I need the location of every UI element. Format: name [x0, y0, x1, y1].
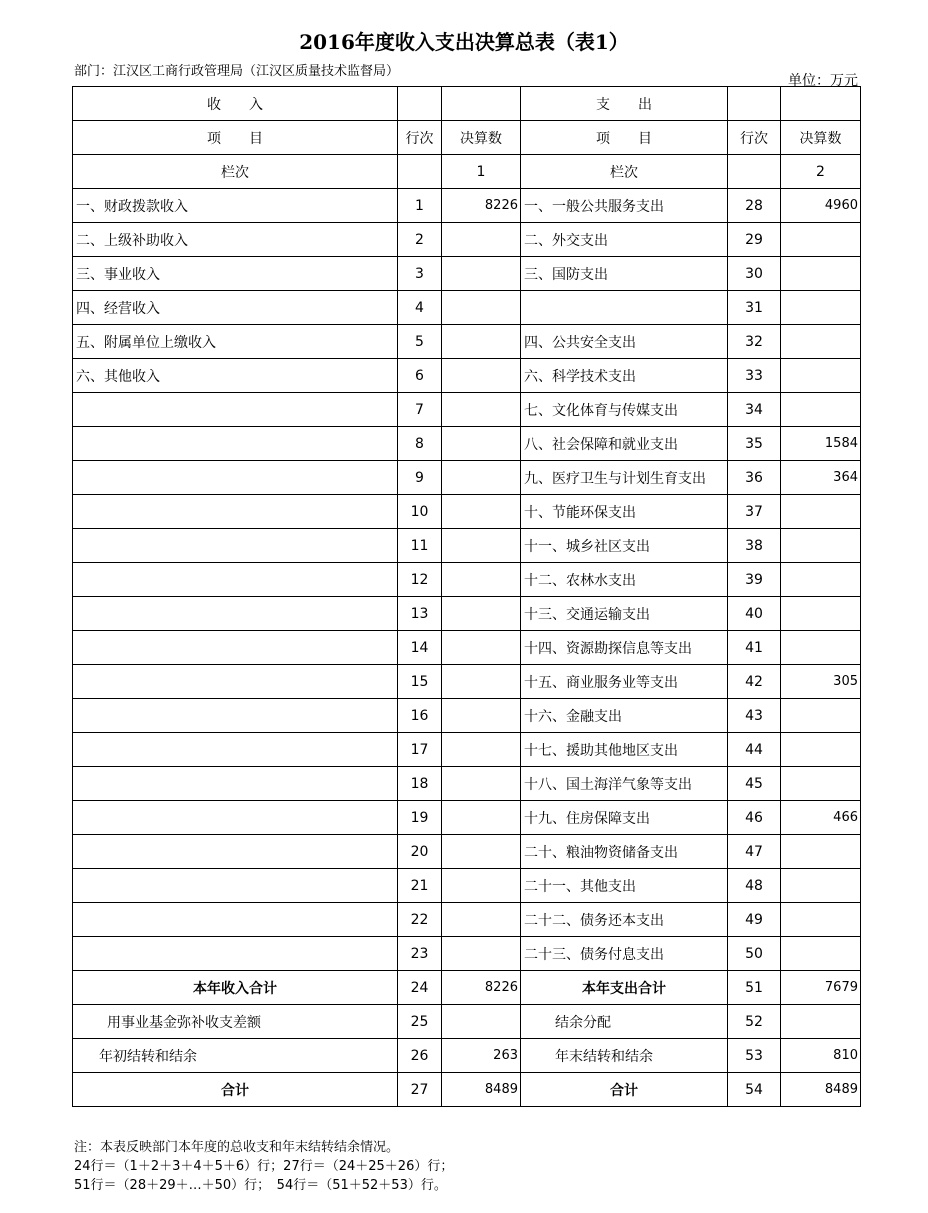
carry-out-amount: 810 — [781, 1039, 861, 1073]
expense-item-cell: 十二、农林水支出 — [521, 563, 728, 597]
income-amount-cell — [442, 461, 521, 495]
expense-line-cell: 49 — [728, 903, 781, 937]
expense-line-cell: 48 — [728, 869, 781, 903]
income-line-cell: 21 — [398, 869, 442, 903]
expense-line-header: 行次 — [728, 121, 781, 155]
expense-amount-cell — [781, 393, 861, 427]
income-amount-cell — [442, 495, 521, 529]
table-row — [73, 223, 861, 257]
expense-line-cell: 41 — [728, 631, 781, 665]
table-row — [73, 597, 861, 631]
income-line-cell: 11 — [398, 529, 442, 563]
grand-expense-label: 合计 — [521, 1073, 728, 1107]
header-empty-cell — [398, 87, 442, 121]
expense-line-cell: 32 — [728, 325, 781, 359]
income-column-label: 栏次 — [73, 155, 398, 189]
expense-item-cell: 十六、金融支出 — [521, 699, 728, 733]
expense-line-cell: 33 — [728, 359, 781, 393]
expense-item-cell: 四、公共安全支出 — [521, 325, 728, 359]
expense-item-cell: 一、一般公共服务支出 — [521, 189, 728, 223]
income-amount-cell — [442, 393, 521, 427]
expense-amount-cell — [781, 699, 861, 733]
table-row — [73, 461, 861, 495]
grand-expense-amount: 8489 — [781, 1073, 861, 1107]
income-line-cell: 12 — [398, 563, 442, 597]
footnote-line: 24行＝（1＋2＋3＋4＋5＋6）行；27行＝（24＋25＋26）行； — [74, 1159, 454, 1174]
fund-amount — [442, 1005, 521, 1039]
table-row — [73, 529, 861, 563]
income-item-cell — [73, 733, 398, 767]
footnote-line: 注：本表反映部门本年度的总收支和年末结转结余情况。 — [74, 1140, 400, 1155]
distribution-amount — [781, 1005, 861, 1039]
carry-in-line: 26 — [398, 1039, 442, 1073]
budget-table — [72, 86, 861, 1107]
table-row — [73, 903, 861, 937]
distribution-label: 结余分配 — [521, 1005, 728, 1039]
income-item-cell — [73, 495, 398, 529]
income-amount-cell — [442, 869, 521, 903]
income-total-line: 24 — [398, 971, 442, 1005]
income-line-cell: 5 — [398, 325, 442, 359]
table-row — [73, 427, 861, 461]
income-item-cell: 三、事业收入 — [73, 257, 398, 291]
income-amount-cell — [442, 733, 521, 767]
income-line-cell: 16 — [398, 699, 442, 733]
fund-label: 用事业基金弥补收支差额 — [73, 1005, 398, 1039]
income-amount-cell — [442, 325, 521, 359]
expense-amount-cell — [781, 529, 861, 563]
page-title: 2016年度收入支出决算总表（表1） — [299, 30, 629, 54]
income-header: 收 入 — [73, 87, 398, 121]
expense-line-cell: 37 — [728, 495, 781, 529]
income-line-cell: 3 — [398, 257, 442, 291]
income-line-cell: 4 — [398, 291, 442, 325]
carry-in-amount: 263 — [442, 1039, 521, 1073]
table-row — [73, 291, 861, 325]
expense-item-cell: 七、文化体育与传媒支出 — [521, 393, 728, 427]
income-amount-cell: 8226 — [442, 189, 521, 223]
header-row-index — [73, 155, 861, 189]
expense-line-cell: 34 — [728, 393, 781, 427]
income-amount-cell — [442, 903, 521, 937]
expense-line-cell: 45 — [728, 767, 781, 801]
table-row — [73, 257, 861, 291]
income-line-header: 行次 — [398, 121, 442, 155]
income-amount-cell — [442, 529, 521, 563]
expense-line-cell: 47 — [728, 835, 781, 869]
table-row — [73, 869, 861, 903]
expense-line-cell: 35 — [728, 427, 781, 461]
expense-total-label: 本年支出合计 — [521, 971, 728, 1005]
income-item-cell: 一、财政拨款收入 — [73, 189, 398, 223]
header-empty-cell — [728, 87, 781, 121]
income-item-cell — [73, 427, 398, 461]
income-amount-cell — [442, 427, 521, 461]
header-empty-cell — [781, 87, 861, 121]
expense-total-amount: 7679 — [781, 971, 861, 1005]
income-item-header: 项 目 — [73, 121, 398, 155]
expense-item-cell: 十三、交通运输支出 — [521, 597, 728, 631]
expense-amount-cell — [781, 291, 861, 325]
income-amount-cell — [442, 223, 521, 257]
income-amount-cell — [442, 359, 521, 393]
fund-row — [73, 1005, 861, 1039]
footnotes — [74, 1138, 453, 1195]
income-amount-cell — [442, 937, 521, 971]
income-amount-cell — [442, 801, 521, 835]
table-row — [73, 801, 861, 835]
table-row — [73, 495, 861, 529]
fund-line: 25 — [398, 1005, 442, 1039]
expense-header: 支 出 — [521, 87, 728, 121]
income-amount-header: 决算数 — [442, 121, 521, 155]
grand-income-label: 合计 — [73, 1073, 398, 1107]
expense-amount-cell — [781, 631, 861, 665]
expense-line-cell: 29 — [728, 223, 781, 257]
expense-item-cell: 十五、商业服务业等支出 — [521, 665, 728, 699]
expense-line-cell: 42 — [728, 665, 781, 699]
header-empty-cell — [728, 155, 781, 189]
expense-item-cell: 二十、粮油物资储备支出 — [521, 835, 728, 869]
income-line-cell: 17 — [398, 733, 442, 767]
expense-amount-cell — [781, 835, 861, 869]
expense-item-cell — [521, 291, 728, 325]
expense-line-cell: 50 — [728, 937, 781, 971]
expense-line-cell: 44 — [728, 733, 781, 767]
expense-amount-cell: 305 — [781, 665, 861, 699]
expense-amount-cell — [781, 937, 861, 971]
expense-amount-cell — [781, 257, 861, 291]
expense-amount-cell — [781, 563, 861, 597]
expense-line-cell: 28 — [728, 189, 781, 223]
expense-amount-cell — [781, 223, 861, 257]
department-label: 部门：江汉区工商行政管理局（江汉区质量技术监督局） — [74, 64, 400, 79]
income-amount-cell — [442, 835, 521, 869]
expense-amount-header: 决算数 — [781, 121, 861, 155]
income-amount-cell — [442, 665, 521, 699]
summary-body — [73, 971, 861, 1107]
income-line-cell: 8 — [398, 427, 442, 461]
table-body — [73, 87, 861, 971]
expense-item-cell: 二十一、其他支出 — [521, 869, 728, 903]
income-item-cell — [73, 529, 398, 563]
expense-line-cell: 31 — [728, 291, 781, 325]
grand-expense-line: 54 — [728, 1073, 781, 1107]
income-item-cell — [73, 461, 398, 495]
expense-line-cell: 46 — [728, 801, 781, 835]
income-item-cell: 五、附属单位上缴收入 — [73, 325, 398, 359]
expense-amount-cell: 1584 — [781, 427, 861, 461]
expense-amount-cell: 364 — [781, 461, 861, 495]
expense-item-cell: 十四、资源勘探信息等支出 — [521, 631, 728, 665]
expense-item-cell: 二十二、债务还本支出 — [521, 903, 728, 937]
total-row — [73, 971, 861, 1005]
expense-column-number: 2 — [781, 155, 861, 189]
expense-item-cell: 十九、住房保障支出 — [521, 801, 728, 835]
footnote-line: 51行＝（28＋29＋…＋50）行； 54行＝（51＋52＋53）行。 — [74, 1178, 447, 1193]
expense-total-line: 51 — [728, 971, 781, 1005]
income-amount-cell — [442, 257, 521, 291]
expense-item-header: 项 目 — [521, 121, 728, 155]
income-line-cell: 10 — [398, 495, 442, 529]
expense-amount-cell — [781, 869, 861, 903]
table-row — [73, 665, 861, 699]
expense-item-cell: 八、社会保障和就业支出 — [521, 427, 728, 461]
income-total-label: 本年收入合计 — [73, 971, 398, 1005]
table-row — [73, 937, 861, 971]
income-item-cell: 六、其他收入 — [73, 359, 398, 393]
expense-amount-cell — [781, 903, 861, 937]
income-item-cell — [73, 699, 398, 733]
expense-amount-cell — [781, 597, 861, 631]
expense-amount-cell: 466 — [781, 801, 861, 835]
income-item-cell: 二、上级补助收入 — [73, 223, 398, 257]
table-row — [73, 325, 861, 359]
grand-income-amount: 8489 — [442, 1073, 521, 1107]
table-row — [73, 699, 861, 733]
expense-item-cell: 十、节能环保支出 — [521, 495, 728, 529]
table-row — [73, 767, 861, 801]
income-line-cell: 14 — [398, 631, 442, 665]
income-item-cell — [73, 597, 398, 631]
expense-line-cell: 36 — [728, 461, 781, 495]
table-row — [73, 733, 861, 767]
income-amount-cell — [442, 631, 521, 665]
income-item-cell — [73, 393, 398, 427]
expense-column-label: 栏次 — [521, 155, 728, 189]
expense-line-cell: 38 — [728, 529, 781, 563]
income-line-cell: 19 — [398, 801, 442, 835]
expense-amount-cell — [781, 733, 861, 767]
expense-item-cell: 二、外交支出 — [521, 223, 728, 257]
table-row — [73, 835, 861, 869]
expense-item-cell: 十七、援助其他地区支出 — [521, 733, 728, 767]
income-line-cell: 20 — [398, 835, 442, 869]
expense-line-cell: 30 — [728, 257, 781, 291]
expense-item-cell: 二十三、债务付息支出 — [521, 937, 728, 971]
expense-line-cell: 43 — [728, 699, 781, 733]
expense-item-cell: 九、医疗卫生与计划生育支出 — [521, 461, 728, 495]
income-column-number: 1 — [442, 155, 521, 189]
header-empty-cell — [442, 87, 521, 121]
grand-total-row — [73, 1073, 861, 1107]
expense-amount-cell — [781, 495, 861, 529]
carry-row — [73, 1039, 861, 1073]
header-row-section — [73, 87, 861, 121]
income-line-cell: 13 — [398, 597, 442, 631]
income-item-cell — [73, 801, 398, 835]
income-item-cell — [73, 631, 398, 665]
expense-item-cell: 六、科学技术支出 — [521, 359, 728, 393]
income-amount-cell — [442, 563, 521, 597]
income-line-cell: 23 — [398, 937, 442, 971]
income-amount-cell — [442, 291, 521, 325]
expense-line-cell: 40 — [728, 597, 781, 631]
expense-item-cell: 三、国防支出 — [521, 257, 728, 291]
table-row — [73, 393, 861, 427]
income-amount-cell — [442, 767, 521, 801]
income-line-cell: 15 — [398, 665, 442, 699]
expense-amount-cell: 4960 — [781, 189, 861, 223]
header-empty-cell — [398, 155, 442, 189]
income-item-cell — [73, 869, 398, 903]
table-row — [73, 189, 861, 223]
income-item-cell — [73, 665, 398, 699]
header-row-columns — [73, 121, 861, 155]
income-amount-cell — [442, 597, 521, 631]
expense-item-cell: 十八、国土海洋气象等支出 — [521, 767, 728, 801]
income-item-cell — [73, 835, 398, 869]
carry-out-line: 53 — [728, 1039, 781, 1073]
income-line-cell: 2 — [398, 223, 442, 257]
expense-amount-cell — [781, 359, 861, 393]
income-line-cell: 18 — [398, 767, 442, 801]
carry-out-label: 年末结转和结余 — [521, 1039, 728, 1073]
table-row — [73, 359, 861, 393]
expense-amount-cell — [781, 325, 861, 359]
income-amount-cell — [442, 699, 521, 733]
income-line-cell: 1 — [398, 189, 442, 223]
income-item-cell — [73, 563, 398, 597]
unit-label: 单位：万元 — [788, 73, 858, 89]
income-line-cell: 6 — [398, 359, 442, 393]
income-item-cell: 四、经营收入 — [73, 291, 398, 325]
income-line-cell: 22 — [398, 903, 442, 937]
income-line-cell: 7 — [398, 393, 442, 427]
expense-amount-cell — [781, 767, 861, 801]
grand-income-line: 27 — [398, 1073, 442, 1107]
income-item-cell — [73, 937, 398, 971]
expense-line-cell: 39 — [728, 563, 781, 597]
income-total-amount: 8226 — [442, 971, 521, 1005]
income-item-cell — [73, 767, 398, 801]
table-row — [73, 631, 861, 665]
expense-item-cell: 十一、城乡社区支出 — [521, 529, 728, 563]
income-line-cell: 9 — [398, 461, 442, 495]
carry-in-label: 年初结转和结余 — [73, 1039, 398, 1073]
table-row — [73, 563, 861, 597]
distribution-line: 52 — [728, 1005, 781, 1039]
income-item-cell — [73, 903, 398, 937]
